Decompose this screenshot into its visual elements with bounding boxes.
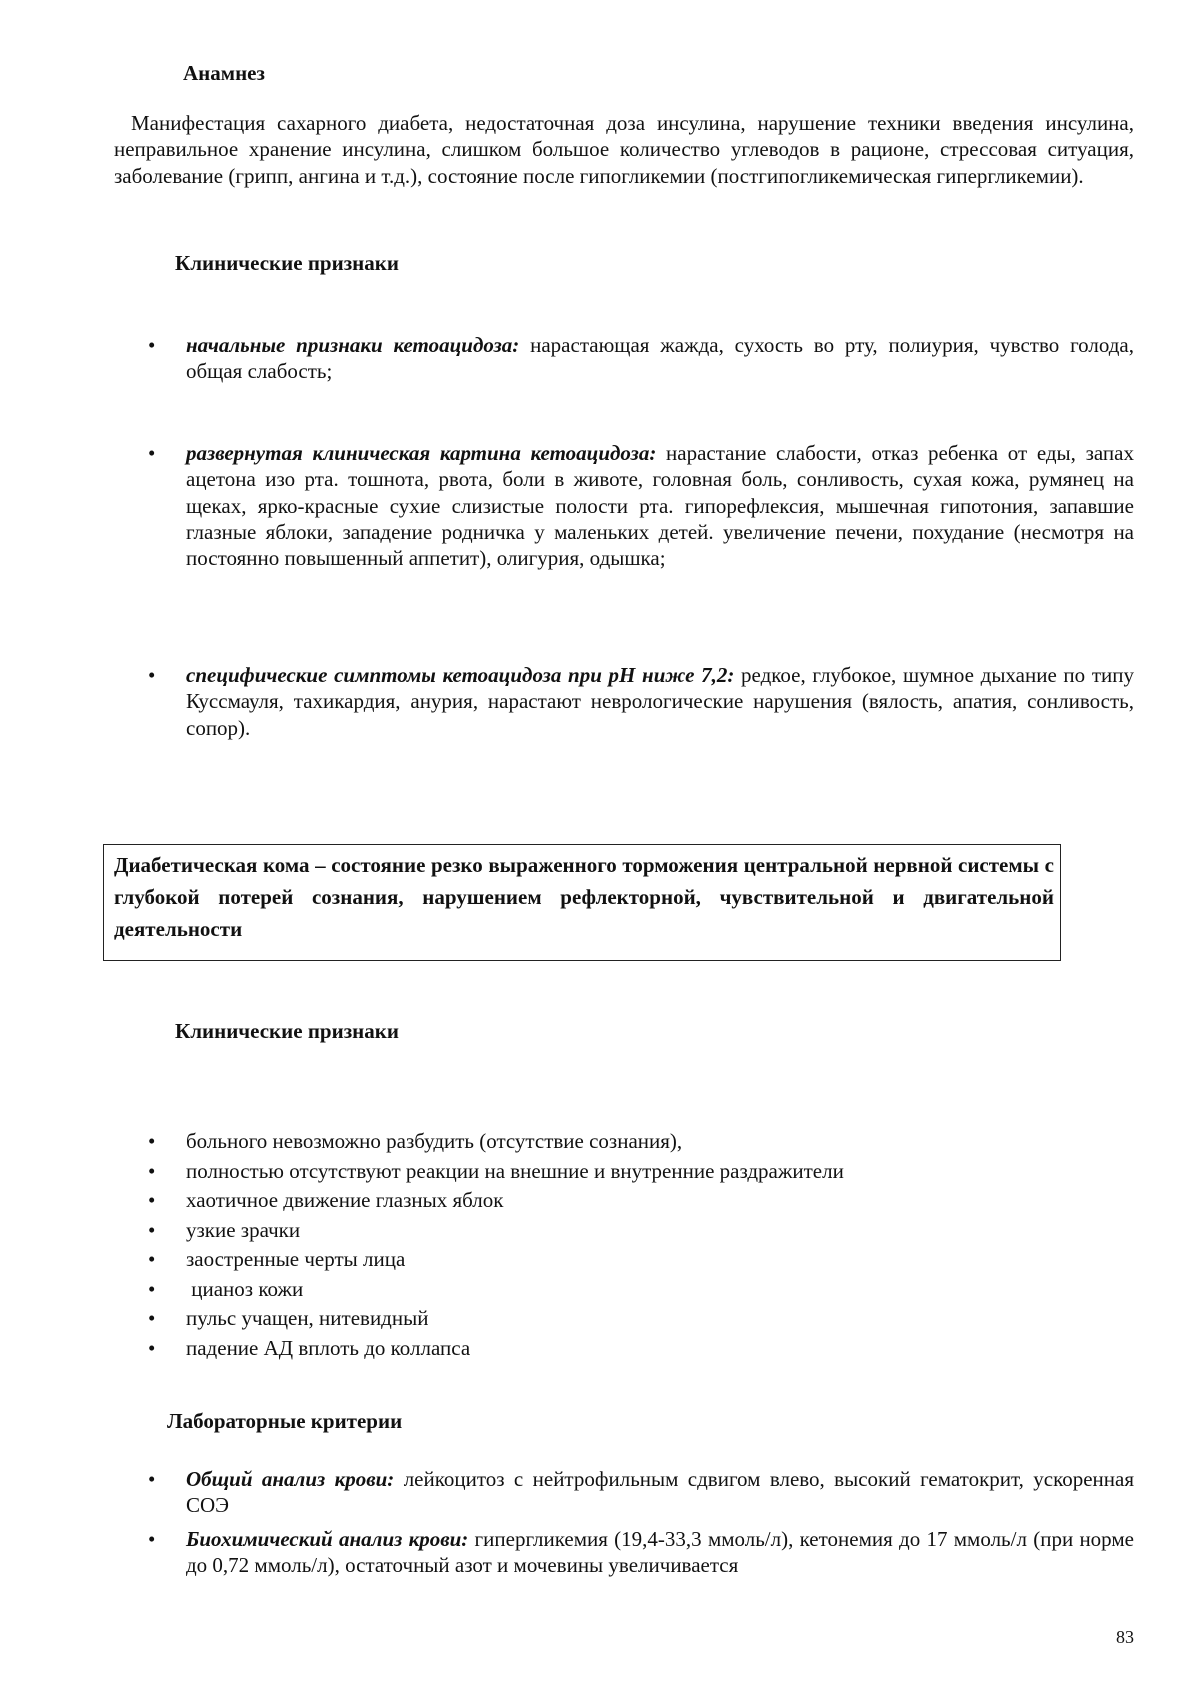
bullet-icon: • (148, 1306, 156, 1330)
bullet-icon: • (148, 1335, 156, 1360)
list-item-lead: Общий анализ крови: (186, 1467, 395, 1491)
lab-criteria-heading: Лабораторные критерии (167, 1409, 403, 1433)
list-item-text: гипергликемия (19,4-33,3 ммоль/л), кетонемия до 17 ммоль/л (при норме до 0,72 ммоль/л), остаточный азот и мочевины увеличивается (186, 1527, 1134, 1578)
list-item-text: заостренные черты лица (186, 1247, 406, 1271)
list-item-text: больного невозможно разбудить (отсутствие сознания), (186, 1129, 683, 1153)
list-item-text: цианоз кожи (186, 1276, 304, 1301)
anamnesis-text: Манифестация сахарного диабета, недостаточная доза инсулина, нарушение техники введения инсулина, неправильное хранение инсулина, слишком большое количество углеводов в рационе, стрессовая ситуация, заболевание (грипп, ангина и т.д.), состояние после гипогликемии (постгипогликемическая гипергликемии). (114, 111, 1134, 188)
list-item (148, 1217, 1134, 1247)
list-item (148, 332, 1134, 385)
list-item (148, 1246, 1134, 1276)
list-item (148, 662, 1134, 741)
clinical-signs-list (148, 1128, 1134, 1364)
list-item-text: пульс учащен, нитевидный (186, 1306, 429, 1330)
list-item-text: лейкоцитоз с нейтрофильным сдвигом влево, высокий гематокрит, ускоренная СОЭ (186, 1467, 1134, 1518)
list-item-text: нарастающая жажда, сухость во рту, полиурия, чувство голода, общая слабость; (186, 333, 1135, 384)
bullet-icon: • (148, 1217, 156, 1242)
definition-box (103, 844, 1061, 961)
list-item (148, 1128, 1134, 1158)
bullet-icon: • (148, 1188, 156, 1212)
list-item-text: редкое, глубокое, шумное дыхание по типу Куссмауля, тахикардия, анурия, нарастают неврологические нарушения (вялость, апатия, сонливость, сопор). (186, 663, 1134, 740)
list-item (148, 1335, 1134, 1365)
list-item (148, 1276, 1134, 1306)
clinical-signs-heading-2: Клинические признаки (175, 1019, 399, 1043)
definition-text: Диабетическая кома – состояние резко выраженного торможения центральной нервной системы с глубокой потерей сознания, нарушением рефлекторной, чувствительной и двигательной деятельности (114, 853, 1054, 941)
list-item-lead: начальные признаки кетоацидоза: (186, 333, 520, 357)
clinical-signs-heading: Клинические признаки (175, 251, 399, 275)
list-item (148, 1466, 1134, 1519)
bullet-icon: • (148, 1527, 156, 1551)
list-item-text: падение АД вплоть до коллапса (186, 1335, 471, 1360)
list-item-lead: развернутая клиническая картина кетоацидоза: (186, 441, 657, 465)
list-item (148, 440, 1134, 571)
bullet-icon: • (148, 441, 156, 465)
list-item-text: нарастание слабости, отказ ребенка от еды, запах ацетона изо рта. тошнота, рвота, боли в животе, головная боль, сонливость, сухая кожа, румянец на щеках, ярко-красные сухие слизистые полости рта. гипорефлексия, мышечная гипотония, запавшие глазные яблоки, западение родничка у маленьких детей. увеличение печени, похудание (несмотря на постоянно повышенный аппетит), олигурия, одышка; (186, 441, 1134, 570)
anamnesis-heading: Анамнез (183, 61, 265, 85)
bullet-icon: • (148, 1158, 156, 1183)
list-item (148, 1305, 1134, 1335)
list-item-lead: специфические симптомы кетоацидоза при рН ниже 7,2: (186, 663, 735, 687)
list-item (148, 1158, 1134, 1188)
list-item-lead: Биохимический анализ крови: (186, 1527, 469, 1551)
bullet-icon: • (148, 663, 156, 687)
list-item-text: хаотичное движение глазных яблок (186, 1188, 504, 1212)
list-item (148, 1187, 1134, 1217)
bullet-icon: • (148, 1276, 156, 1301)
page-number: 83 (1116, 1627, 1134, 1647)
bullet-icon: • (148, 1247, 156, 1271)
list-item-text: узкие зрачки (186, 1217, 301, 1242)
bullet-icon: • (148, 1467, 156, 1491)
list-item (148, 1526, 1134, 1579)
bullet-icon: • (148, 1129, 156, 1153)
anamnesis-paragraph (114, 110, 1134, 189)
bullet-icon: • (148, 333, 156, 357)
list-item-text: полностью отсутствуют реакции на внешние и внутренние раздражители (186, 1158, 844, 1183)
